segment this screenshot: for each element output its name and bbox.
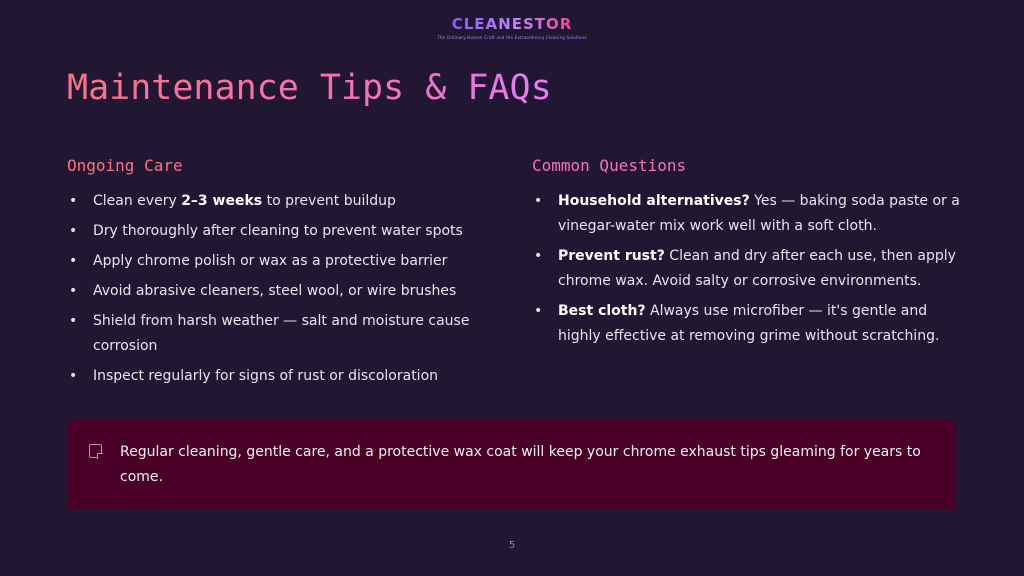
faq-item xyxy=(532,244,962,294)
list-item: • Dry thoroughly after cleaning to prevent water spots xyxy=(67,219,487,244)
list-item: • Apply chrome polish or wax as a protective barrier xyxy=(67,249,487,274)
logo-tagline: The Ordinary Human Craft and the Extraordinary Cleaning Solutions xyxy=(437,35,587,40)
list-item: • Clean every 2–3 weeks to prevent buildup xyxy=(67,189,487,214)
faq-item xyxy=(532,299,962,349)
page-title: Maintenance Tips & FAQs xyxy=(67,68,552,108)
faq-question: Prevent rust? xyxy=(558,248,665,264)
brand-logo xyxy=(0,14,1024,40)
note-icon xyxy=(89,444,102,458)
faq-answer: Yes — baking soda paste or a vinegar-water mix work well with a soft cloth. xyxy=(558,193,960,234)
faq-answer: Always use microfiber — it's gentle and highly effective at removing grime without scratching. xyxy=(558,303,940,344)
list-item: • Avoid abrasive cleaners, steel wool, or wire brushes xyxy=(67,279,487,304)
faq-item xyxy=(532,189,962,239)
faq-question: Household alternatives? xyxy=(558,193,750,209)
ongoing-care-heading: Ongoing Care xyxy=(67,156,183,175)
faq-answer: Clean and dry after each use, then apply chrome wax. Avoid salty or corrosive environments. xyxy=(558,248,956,289)
logo-wordmark: CLEANESTOR xyxy=(451,15,573,33)
list-item: • Shield from harsh weather — salt and moisture cause corrosion xyxy=(67,309,487,359)
ongoing-care-section xyxy=(67,156,487,394)
list-item: • Inspect regularly for signs of rust or discoloration xyxy=(67,364,487,389)
faq-list xyxy=(532,189,962,349)
callout-text: Regular cleaning, gentle care, and a protective wax coat will keep your chrome exhaust tips gleaming for years to come. xyxy=(120,444,921,485)
faq-question: Best cloth? xyxy=(558,303,646,319)
common-questions-heading: Common Questions xyxy=(532,156,687,175)
summary-callout xyxy=(67,419,956,509)
common-questions-section xyxy=(532,156,962,354)
ongoing-care-list xyxy=(67,189,487,389)
page-number: 5 xyxy=(508,540,516,551)
